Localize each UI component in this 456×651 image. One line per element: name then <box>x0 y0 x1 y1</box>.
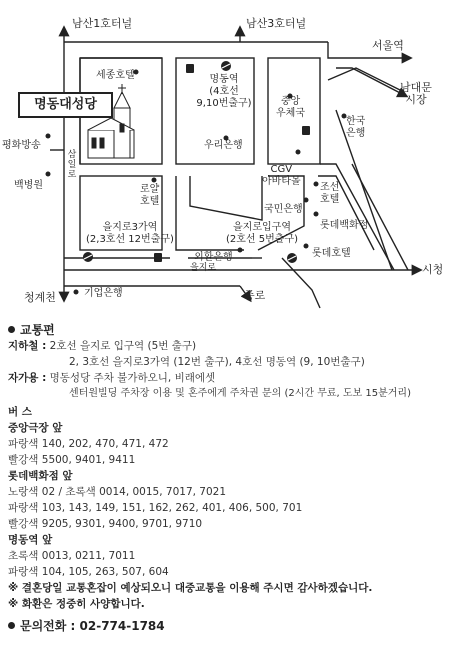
bus-stop-name: 중앙극장 앞 <box>8 422 63 434</box>
label-jongno: 종로 <box>244 289 266 302</box>
bus-line: 파랑색 103, 143, 149, 151, 162, 262, 401, 406, 500, 701 <box>8 502 303 514</box>
bus-icon <box>154 253 162 262</box>
bus-icon <box>186 64 194 73</box>
bus-line: 빨강색 9205, 9301, 9400, 9701, 9710 <box>8 518 203 530</box>
car-line-2: 센터원빌딩 주차장 이용 및 혼주에게 주차권 문의 (2시간 무료, 도보 15분거리) <box>69 388 411 399</box>
subway-key: 지하철 : <box>8 340 47 352</box>
bus-line: 파랑색 140, 202, 470, 471, 472 <box>8 438 169 450</box>
bus-line: 빨강색 5500, 9401, 9411 <box>8 454 136 466</box>
transport-info <box>8 318 448 634</box>
subway-row <box>8 338 448 354</box>
label-woori-bank: 우리은행 <box>204 140 243 151</box>
label-city-hall: 시청 <box>422 263 444 276</box>
label-lotte-hotel: 롯데호텔 <box>312 248 351 259</box>
bus-icon <box>302 126 310 135</box>
label-sejong-hotel: 세종호텔 <box>96 70 135 81</box>
label-namsan1: 남산1호터널 <box>72 17 133 30</box>
label-sampil-ro: 삼일로 <box>67 150 77 180</box>
bullet-icon <box>8 622 15 629</box>
label-euljiro3ga: 을지로3가역 (2,3호선 12번출구) <box>86 222 174 245</box>
transport-title-row <box>8 322 448 338</box>
contact-phone: 문의전화 : 02-774-1784 <box>20 619 165 633</box>
bus-line: 초록색 0013, 0211, 7011 <box>8 550 136 562</box>
label-cgv: CGV 아바타몰 <box>262 164 301 187</box>
label-euljiro: 을지로 <box>190 263 217 273</box>
label-bank-of-korea: 한국 은행 <box>346 116 366 139</box>
car-key: 자가용 : <box>8 372 47 384</box>
contact-row <box>8 618 448 634</box>
label-seoul-station: 서울역 <box>372 39 404 52</box>
label-euljiro-ipgu: 을지로입구역 (2호선 5번출구) <box>226 222 299 245</box>
bus-stop-name: 명동역 앞 <box>8 534 53 546</box>
bus-stop-name: 롯데백화점 앞 <box>8 470 73 482</box>
car-row <box>8 370 448 386</box>
bus-line: 파랑색 104, 105, 263, 507, 604 <box>8 566 169 578</box>
bullet-icon <box>8 326 15 333</box>
car-line-1: 명동성당 주차 불가하오니, 비래에셋 <box>49 372 216 384</box>
label-cheonggyecheon: 청계천 <box>24 291 56 304</box>
label-namdaemun: 남대문 시장 <box>400 81 432 106</box>
bus-title: 버 스 <box>8 406 32 418</box>
note-flowers: ※ 화환은 정중히 사양합니다. <box>8 598 145 610</box>
note-traffic: ※ 결혼당일 교통혼잡이 예상되오니 대중교통을 이용해 주시면 감사하겠습니다. <box>8 582 373 594</box>
subway-line-2: 2, 3호선 을지로3가역 (12번 출구), 4호선 명동역 (9, 10번출구) <box>69 356 365 368</box>
label-myeongdong-station: 명동역 (4호선 9,10번출구) <box>196 74 252 109</box>
bus-line: 노랑색 02 / 초록색 0014, 0015, 7017, 7021 <box>8 486 227 498</box>
label-korea-exchange: 외환은행 <box>194 252 233 263</box>
label-chosun-hotel: 조선 호텔 <box>320 182 340 205</box>
location-map <box>0 0 456 318</box>
label-namsan3: 남산3호터널 <box>246 17 307 30</box>
map-title: 명동대성당 <box>18 92 113 118</box>
label-pyeonghwa: 평화방송 <box>2 140 41 151</box>
transport-title: 교통편 <box>20 323 55 337</box>
label-ibk-bank: 기업은행 <box>84 288 123 299</box>
label-jungang-post: 중앙 우체국 <box>276 96 305 119</box>
label-royal-hotel: 로얄 호텔 <box>140 184 160 207</box>
label-kookmin-bank: 국민은행 <box>264 204 303 215</box>
label-baek-hospital: 백병원 <box>14 180 43 191</box>
subway-line-1: 2호선 을지로 입구역 (5번 출구) <box>49 340 197 352</box>
label-lotte-dept: 롯데백화점 <box>320 220 369 231</box>
